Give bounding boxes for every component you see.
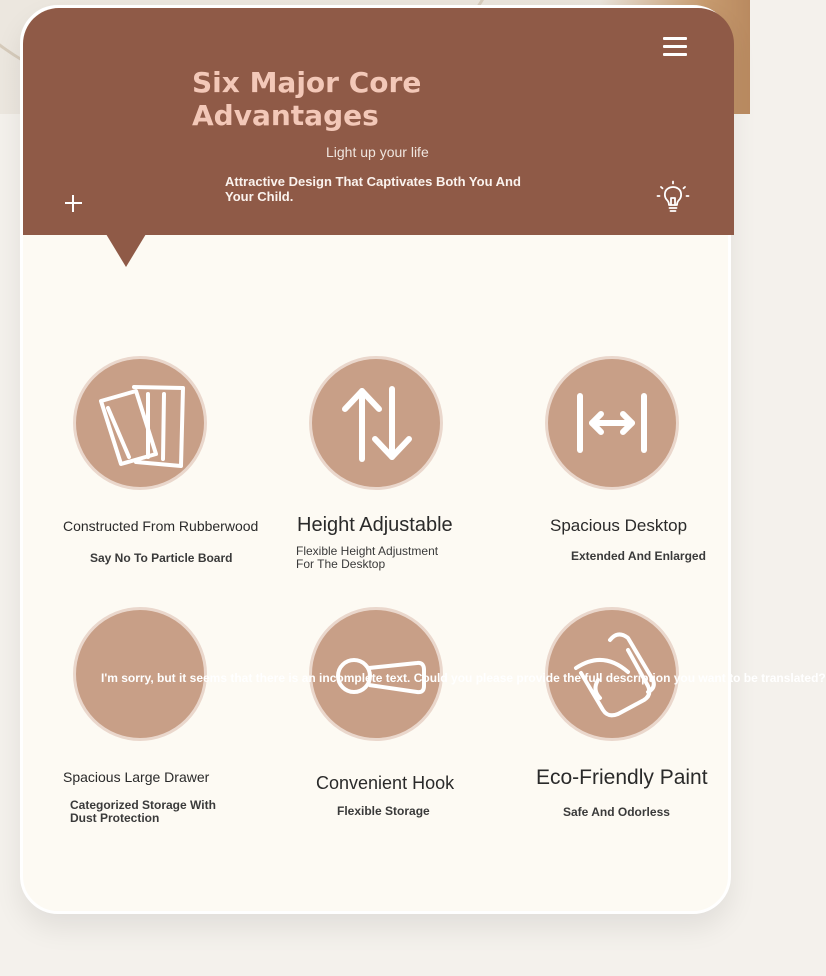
plus-icon[interactable] bbox=[65, 195, 82, 212]
banner-notch bbox=[106, 234, 146, 267]
tagline: Attractive Design That Captivates Both You And Your Child. bbox=[225, 174, 521, 204]
up-down-arrows-icon bbox=[312, 359, 440, 487]
menu-icon[interactable] bbox=[663, 37, 687, 57]
wood-planks-icon bbox=[76, 359, 204, 487]
advantages-card bbox=[20, 5, 826, 914]
feature-circle-height bbox=[309, 356, 443, 490]
lightbulb-icon bbox=[655, 180, 691, 216]
feature-circle-desktop bbox=[545, 356, 679, 490]
page-title: Six Major Core Advantages bbox=[192, 66, 422, 132]
feature-desc-hook: Flexible Storage bbox=[337, 804, 430, 818]
feature-title-paint: Eco-Friendly Paint bbox=[536, 766, 708, 789]
feature-title-drawer: Spacious Large Drawer bbox=[63, 769, 210, 785]
feature-desc-desktop: Extended And Enlarged bbox=[571, 549, 706, 563]
subtitle: Light up your life bbox=[326, 144, 429, 160]
header-banner bbox=[23, 8, 734, 235]
feature-desc-height: Flexible Height Adjustment For The Desktop bbox=[296, 544, 439, 571]
feature-desc-drawer: Categorized Storage With Dust Protection bbox=[70, 798, 216, 825]
feature-title-height: Height Adjustable bbox=[297, 514, 453, 536]
feature-title-hook: Convenient Hook bbox=[316, 773, 455, 793]
feature-title-rubberwood: Constructed From Rubberwood bbox=[63, 518, 259, 534]
feature-desc-paint: Safe And Odorless bbox=[563, 805, 670, 819]
feature-circle-rubberwood bbox=[73, 356, 207, 490]
feature-title-desktop: Spacious Desktop bbox=[550, 516, 688, 535]
feature-desc-rubberwood: Say No To Particle Board bbox=[90, 551, 233, 565]
width-arrows-icon bbox=[548, 359, 676, 487]
overlay-message: I'm sorry, but it seems that there is an incomplete text. Could you please provide the full description you want to be translated? bbox=[101, 671, 826, 685]
